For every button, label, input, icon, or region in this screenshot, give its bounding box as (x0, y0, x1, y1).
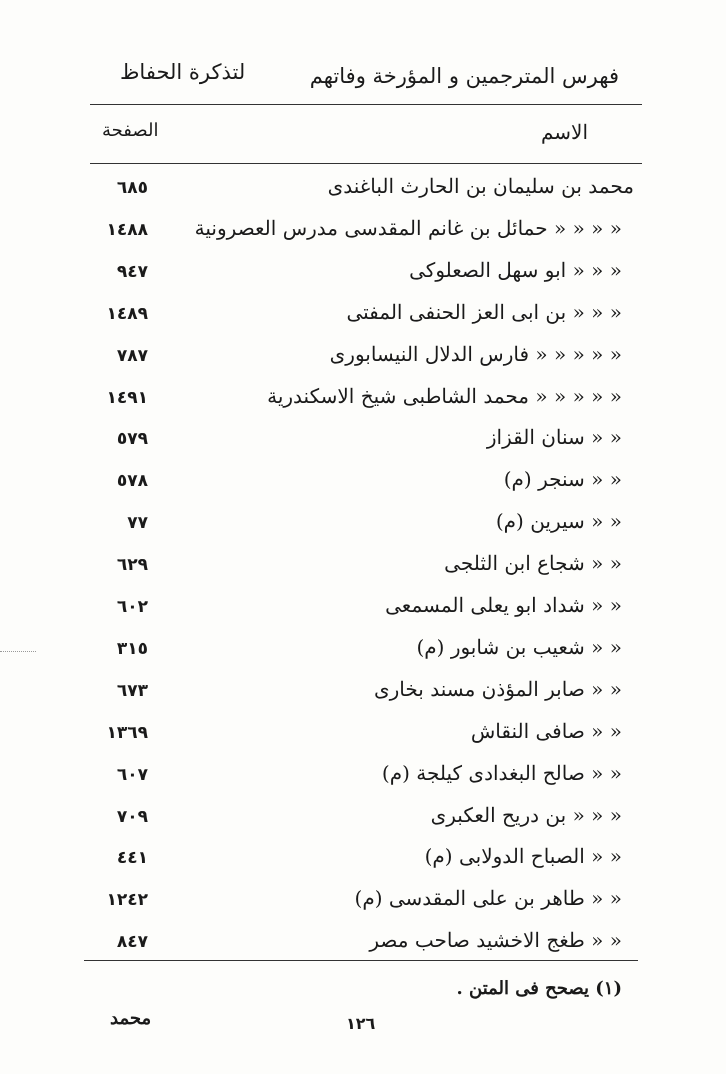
entry-name: « « صالح البغدادى كيلجة (م) (381, 761, 622, 785)
entry-page: ١٢٤٢ (106, 890, 148, 910)
entry-name: « « سيرين (م) (495, 509, 622, 533)
index-entry (0, 844, 726, 884)
entry-page: ٩٤٧ (116, 262, 148, 282)
entry-page: ٧٧ (127, 513, 148, 533)
index-entry (0, 425, 726, 465)
index-entry (0, 551, 726, 591)
entry-name: « « « « « محمد الشاطبى شيخ الاسكندرية (267, 384, 622, 408)
index-entry (0, 509, 726, 549)
entry-name: « « طاهر بن على المقدسى (م) (354, 886, 622, 910)
index-entry (0, 384, 726, 424)
column-header-name: الاسم (540, 120, 588, 144)
index-title: فهرس المترجمين و المؤرخة وفاتهم (309, 64, 619, 88)
entry-name: « « « بن ابى العز الحنفى المفتى (346, 300, 622, 324)
entry-name: « « شجاع ابن الثلجى (444, 551, 622, 575)
entry-page: ٥٧٨ (116, 471, 148, 491)
index-entry (0, 174, 726, 214)
index-entry (0, 803, 726, 843)
index-entry (0, 467, 726, 507)
index-entry (0, 635, 726, 675)
index-entry (0, 593, 726, 633)
entry-page: ٦٨٥ (116, 178, 148, 198)
index-entry (0, 886, 726, 926)
index-entry (0, 677, 726, 717)
entry-page: ٣١٥ (116, 639, 148, 659)
entry-page: ٦٢٩ (116, 555, 148, 575)
entry-page: ١٤٨٨ (106, 220, 148, 240)
entry-page: ١٣٦٩ (106, 723, 148, 743)
entry-page: ٧٠٩ (116, 807, 148, 827)
entry-page: ٦٠٢ (116, 597, 148, 617)
page-number: ١٢٦ (346, 1014, 376, 1033)
entry-page: ١٤٨٩ (106, 304, 148, 324)
entry-name: « « شداد ابو يعلى المسمعى (385, 593, 622, 617)
entry-page: ٨٤٧ (116, 932, 148, 952)
index-entry (0, 342, 726, 382)
index-entry (0, 761, 726, 801)
entry-page: ٦٠٧ (116, 765, 148, 785)
entry-name: « « سنجر (م) (503, 467, 622, 491)
column-rule (90, 163, 642, 164)
entry-name: « « طغج الاخشيد صاحب مصر (369, 928, 622, 952)
entry-name: « « صافى النقاش (470, 719, 622, 743)
entry-name: « « « « « فارس الدلال النيسابورى (329, 342, 622, 366)
entry-page: ١٤٩١ (106, 388, 148, 408)
index-entry (0, 258, 726, 298)
column-header-page: الصفحة (102, 120, 159, 141)
footnote: (١) يصحح فى المتن . (456, 978, 622, 999)
book-title: لتذكرة الحفاظ (120, 60, 246, 84)
entry-name: « « شعيب بن شابور (م) (416, 635, 622, 659)
index-entry (0, 719, 726, 759)
entry-page: ٥٧٩ (116, 429, 148, 449)
index-entry (0, 300, 726, 340)
catchword: محمد (110, 1008, 152, 1029)
entry-name: « « صابر المؤذن مسند بخارى (373, 677, 622, 701)
entry-page: ٤٤١ (116, 848, 148, 868)
entry-page: ٦٧٣ (116, 681, 148, 701)
entry-page: ٧٨٧ (116, 346, 148, 366)
entry-name: « « « « حمائل بن غانم المقدسى مدرس العصرونية (194, 216, 622, 240)
footnote-rule (84, 960, 638, 961)
entry-name: « « « بن دريح العكبرى (430, 803, 622, 827)
index-entry (0, 216, 726, 256)
entry-name: محمد بن سليمان بن الحارث الباغندى (327, 174, 634, 198)
entry-name: « « الصباح الدولابى (م) (424, 844, 622, 868)
entry-name: « « « ابو سهل الصعلوكى (409, 258, 622, 282)
header-rule (90, 104, 642, 105)
index-entry (0, 928, 726, 968)
entry-name: « « سنان القزاز (486, 425, 622, 449)
